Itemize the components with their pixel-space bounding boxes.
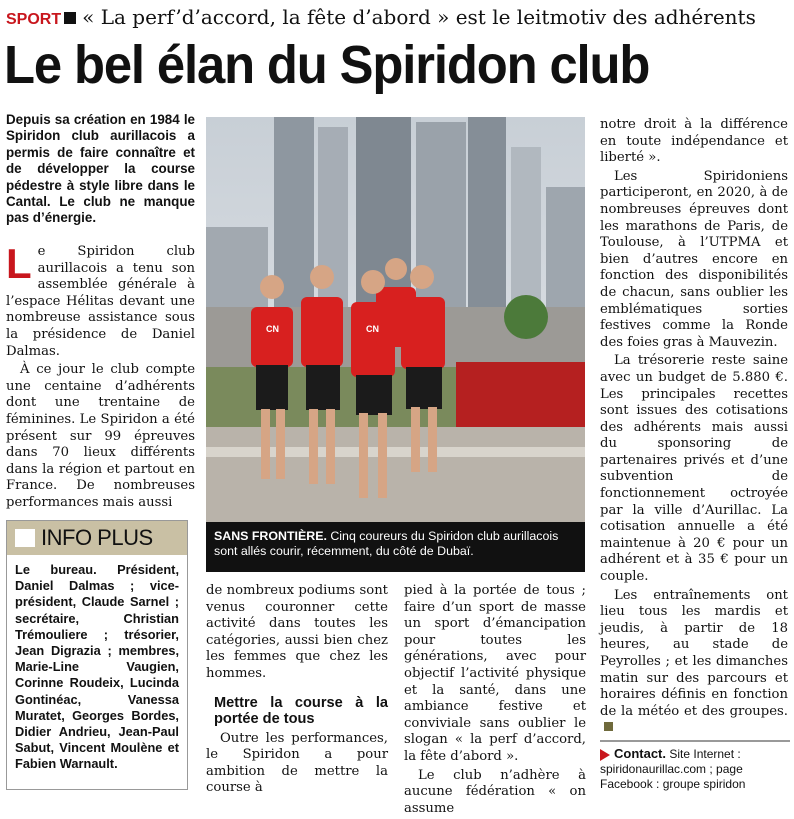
deck-line: « La perf’d’accord, la fête d’abord » est le leitmotiv des adhérents (82, 5, 756, 29)
column-1 (6, 240, 195, 514)
paragraph: Le club n’adhère à aucune fédération « on assume (404, 767, 586, 816)
contact-label: Contact. (614, 746, 666, 761)
headline: Le bel élan du Spiridon club (4, 35, 650, 95)
paragraph-text: e Spiridon club aurillacois a tenu son assemblée générale à l’espace Hélitas devant une nombreuse assistance sous la présidence de Daniel Dalmas. (6, 244, 195, 359)
paragraph (6, 240, 195, 360)
paragraph-text: Les entraînements ont lieu tous les mardis et jeudis, à partir de 18 heures, au stade de Peyrolles ; et les dimanches matin sur des parcours et horaires définis en fonction de la météo et des groupes. (600, 587, 788, 719)
paragraph: À ce jour le club compte une centaine d’adhérents dont une trentaine de féminines. Le Spiridon a été présent sur 99 épreuves dans 70 lieux différents dans la région et partout en France. De nombreuses performances mais aussi (6, 362, 195, 510)
column-2 (206, 583, 388, 799)
arrow-right-icon (600, 749, 610, 761)
photo (206, 117, 585, 522)
info-box-body (7, 555, 187, 780)
info-box-header (7, 521, 187, 555)
svg-text:CN: CN (266, 324, 279, 334)
square-bullet-icon (64, 12, 76, 24)
section-rubric: SPORT (6, 11, 62, 28)
photo-caption (206, 522, 585, 572)
svg-text:CN: CN (366, 324, 379, 334)
subhead: Mettre la course à la portée de tous (214, 694, 388, 727)
info-box-label: Le bureau. (15, 562, 97, 577)
paragraph: La trésorerie reste saine avec un budget de 5.880 €. Les principales recettes sont issues des cotisations des adhérents mais aussi du sponsoring de partenaires privés et d’une subvention de fonctionnement octroyée par la ville d’Aurillac. La cotisation annuelle a été maintenue à 20 € pour un adhérent et à 35 € pour un couple. (600, 353, 788, 585)
paragraph: Outre les performances, le Spiridon a pour ambition de mettre la course à (206, 730, 388, 796)
kicker (6, 4, 790, 30)
column-3 (404, 583, 586, 819)
end-mark-icon (604, 722, 613, 731)
chapo: Depuis sa création en 1984 le Spiridon club aurillacois a permis de faire connaître et de développer la course pédestre à style libre dans le Cantal. Le club ne manque pas d’énergie. (6, 112, 195, 226)
contact-text: Site Internet : spiridonaurillac.com ; page Facebook : groupe spiridon (600, 747, 746, 791)
info-box-title: INFO PLUS (41, 525, 153, 550)
caption-text: Cinq coureurs du Spiridon club aurillacois sont allés courir, récemment, du côté de Dubaï. (214, 529, 559, 558)
runners-photo (206, 117, 585, 522)
caption-label: SANS FRONTIÈRE. (214, 529, 327, 543)
info-box-text: Président, Daniel Dalmas ; vice-président, Claude Sarnel ; secrétaire, Christian Trémouliere ; trésorier, Jean Digrazia ; membres, Marie-Line Vaugien, Corinne Roudeix, Lucinda Gontinéac, Vanessa Muratet, Georges Bordes, Didier Andrieu, Jean-Paul Sabut, Vincent Moulène et Fabien Warnault. (15, 562, 179, 772)
paragraph: pied à la portée de tous ; faire d’un sport de masse un sport d’émancipation pour toutes les générations, avec pour objectif l’activité physique et la santé, dans une ambiance festive et conviviale sans oublier le slogan « la perf d’accord, la fête d’abord ». (404, 583, 586, 764)
square-icon (15, 529, 35, 547)
column-4 (600, 117, 788, 739)
contact-box (600, 740, 790, 792)
info-box (6, 520, 188, 790)
paragraph (600, 588, 788, 737)
paragraph: notre droit à la différence en toute indépendance et liberté ». (600, 117, 788, 166)
paragraph: Les Spiridoniens participeront, en 2020, à de nombreuses épreuves dont les marathons de Paris, de Toulouse, à l’UTPMA et bien d’autres encore en fonction des disponibilités de chacun, sans oublier les emblématiques sorties festives comme la Ronde des foies gras à Mauvezin. (600, 168, 788, 350)
drop-cap: L (6, 240, 32, 287)
paragraph: de nombreux podiums sont venus couronner cette activité dans toutes les catégories, aussi bien chez les femmes que chez les hommes. (206, 583, 388, 681)
